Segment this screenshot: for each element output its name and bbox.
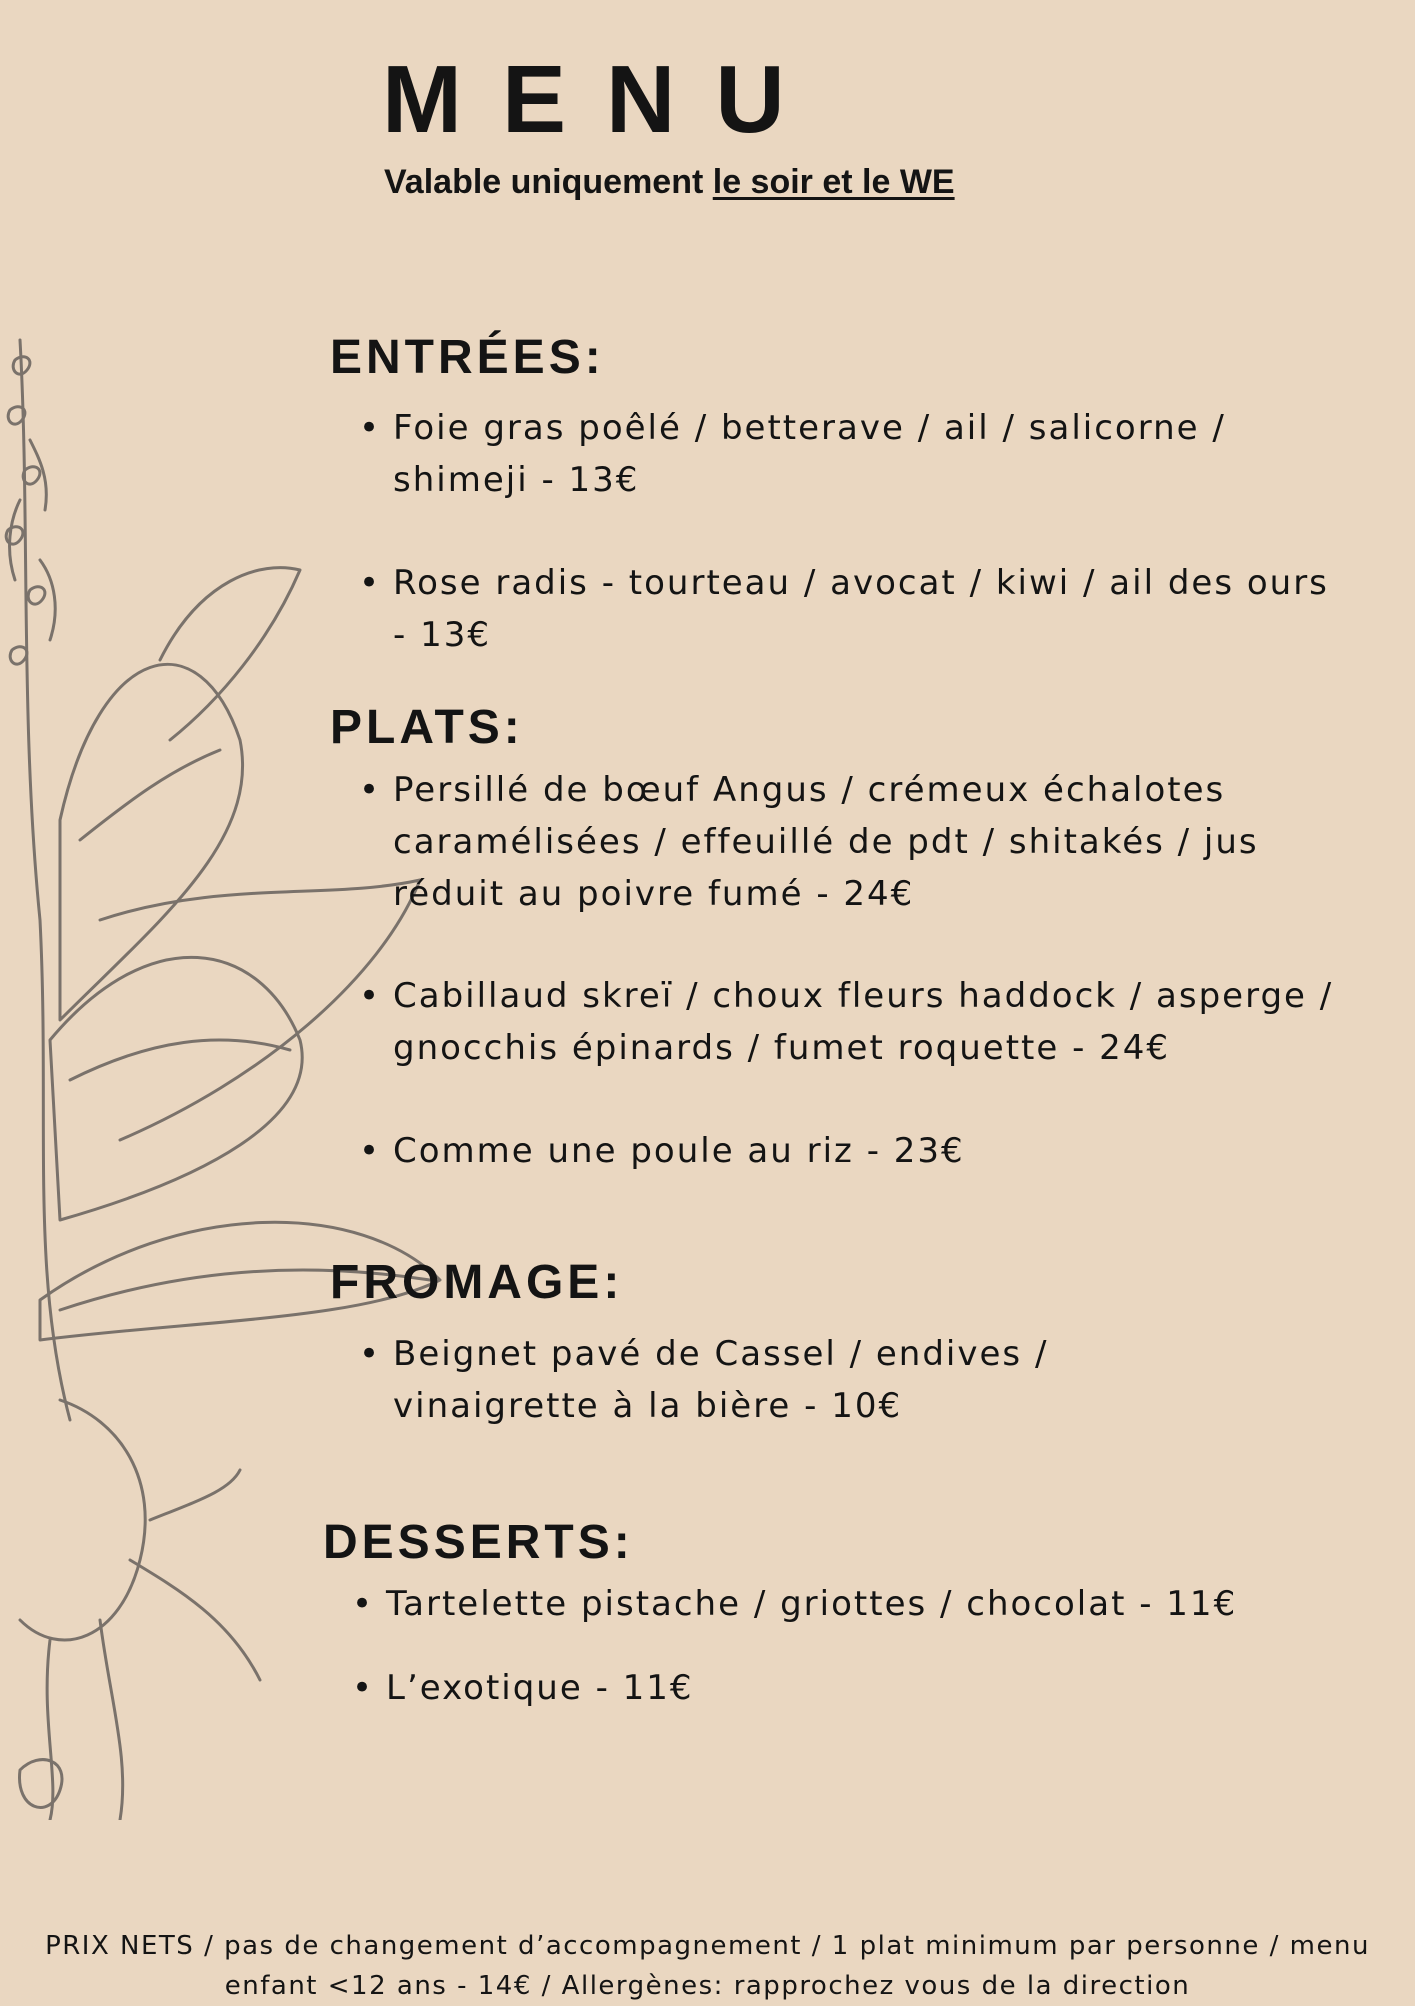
menu-item: [359, 764, 1353, 920]
availability-note-emphasis: le soir et le WE: [712, 163, 955, 201]
bullet-icon: •: [352, 1584, 375, 1624]
bullet-icon: •: [359, 563, 382, 603]
menu-item: [352, 1578, 1346, 1630]
menu-item-text: Tartelette pistache / griottes / chocolat - 11€: [386, 1584, 1238, 1624]
menu-item-text: Persillé de bœuf Angus / crémeux échalotes caramélisées / effeuillé de pdt / shitakés / jus réduit au poivre fumé - 24€: [393, 770, 1259, 914]
section-title-plats: PLATS:: [330, 701, 524, 754]
menu-item: [352, 1662, 1346, 1714]
page-title: MENU: [382, 46, 825, 153]
availability-note-prefix: Valable uniquement: [384, 163, 713, 201]
menu-item-text: Foie gras poêlé / betterave / ail / salicorne / shimeji - 13€: [393, 408, 1226, 500]
menu-item: [359, 1328, 1113, 1432]
menu-item-text: Rose radis - tourteau / avocat / kiwi / ail des ours - 13€: [393, 563, 1329, 655]
menu-item: [359, 557, 1353, 661]
menu-item: [359, 402, 1353, 506]
bullet-icon: •: [352, 1668, 375, 1708]
menu-item-text: Beignet pavé de Cassel / endives / vinaigrette à la bière - 10€: [393, 1334, 1049, 1426]
footer-note: PRIX NETS / pas de changement d’accompagnement / 1 plat minimum par personne / menu enfant <12 ans - 14€ / Allergènes: rapprochez vous de la direction: [45, 1931, 1370, 2001]
section-title-fromage: FROMAGE:: [330, 1256, 624, 1309]
bullet-icon: •: [359, 408, 382, 448]
bullet-icon: •: [359, 770, 382, 810]
section-title-desserts: DESSERTS:: [323, 1516, 634, 1569]
menu-item-text: Cabillaud skreï / choux fleurs haddock / asperge / gnocchis épinards / fumet roquette - 24€: [393, 976, 1334, 1068]
bullet-icon: •: [359, 976, 382, 1016]
menu-item: [359, 970, 1353, 1074]
menu-item-text: Comme une poule au riz - 23€: [393, 1131, 965, 1171]
bullet-icon: •: [359, 1131, 382, 1171]
menu-item-text: L’exotique - 11€: [386, 1668, 694, 1708]
section-title-entrees: ENTRÉES:: [330, 331, 605, 384]
availability-note: [384, 163, 955, 202]
bullet-icon: •: [359, 1334, 382, 1374]
menu-item: [359, 1125, 1353, 1177]
